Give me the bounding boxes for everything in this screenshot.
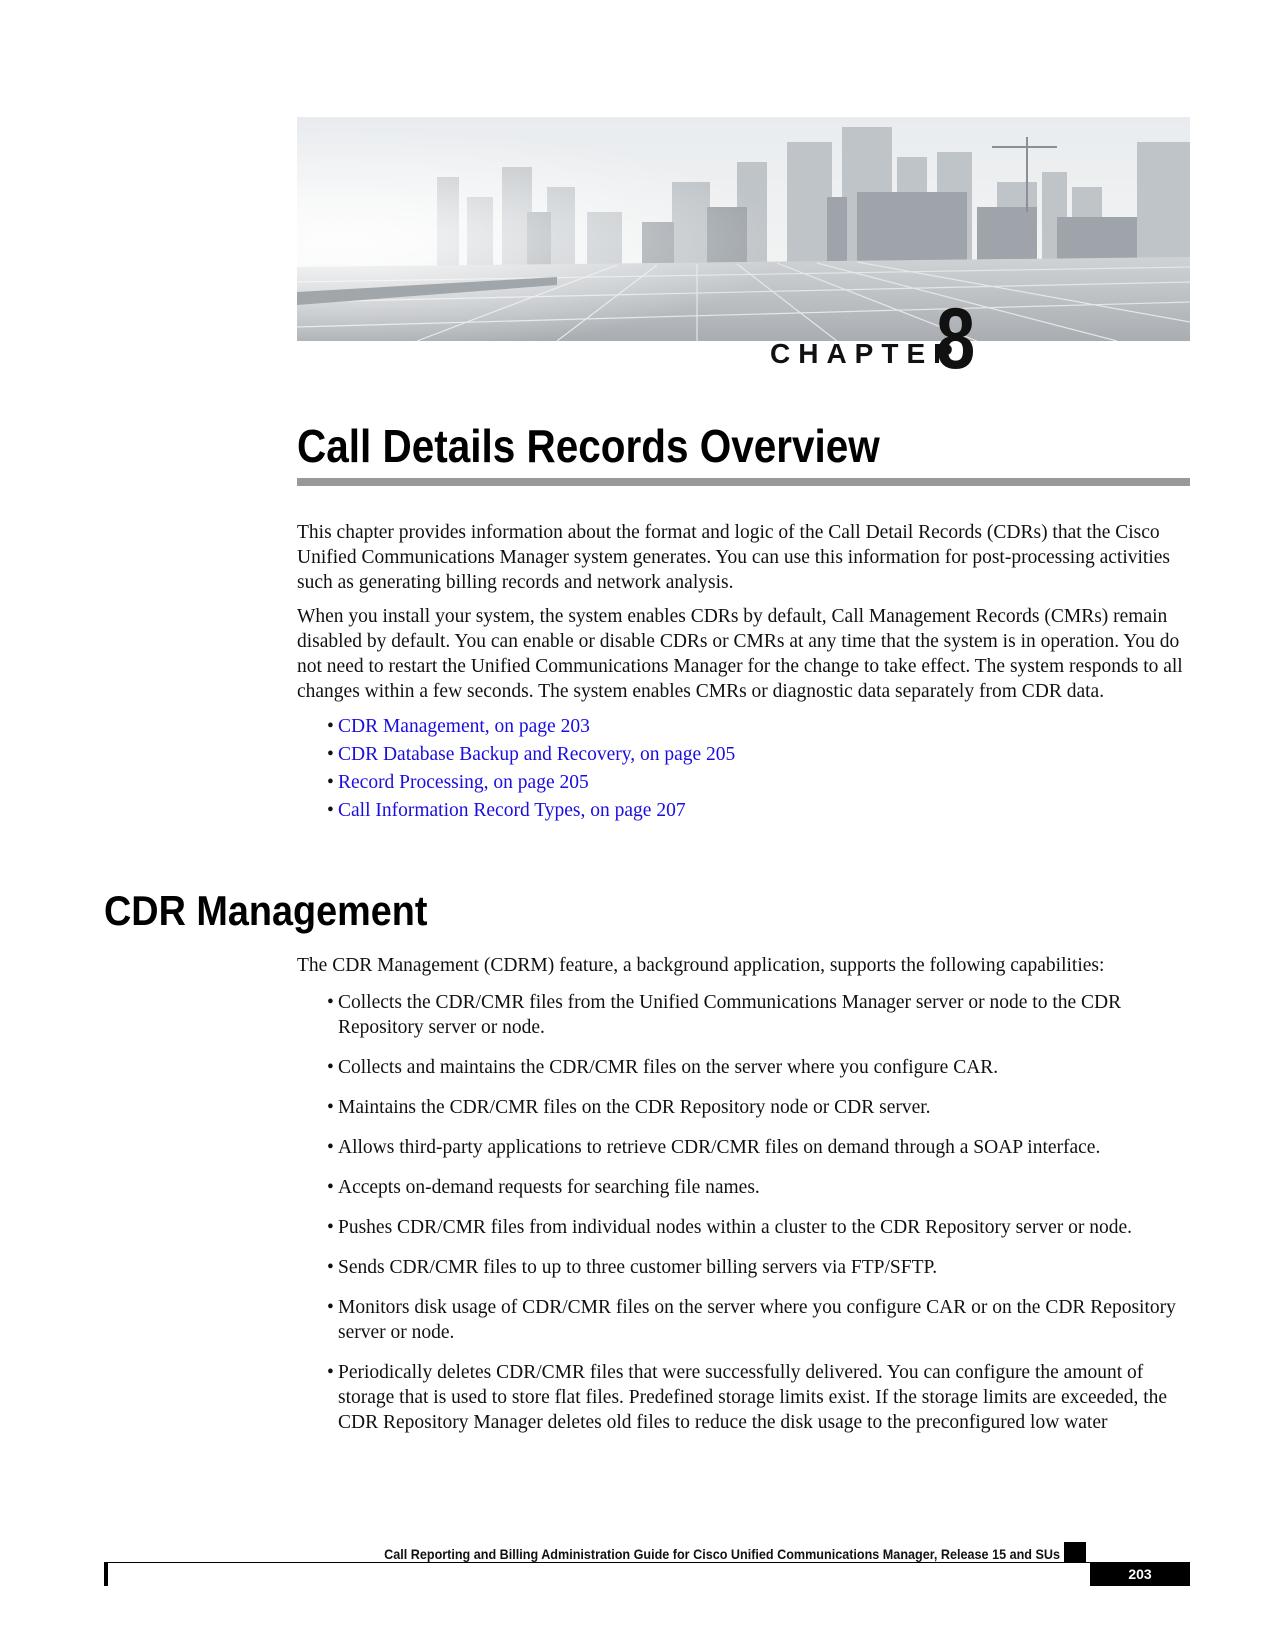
toc-link-call-information-record-types[interactable]: Call Information Record Types, on page 207: [338, 800, 686, 821]
toc-item: [327, 769, 1190, 797]
toc-link-cdr-database-backup[interactable]: CDR Database Backup and Recovery, on page 205: [338, 744, 736, 765]
page-number: 203: [1090, 1562, 1190, 1586]
list-item: • Sends CDR/CMR files to up to three customer billing servers via FTP/SFTP.: [327, 1255, 1190, 1280]
list-item: • Pushes CDR/CMR files from individual nodes within a cluster to the CDR Repository server or node.: [327, 1215, 1190, 1240]
chapter-label: CHAPTER: [770, 338, 962, 369]
list-item: • Allows third-party applications to retrieve CDR/CMR files on demand through a SOAP interface.: [327, 1135, 1190, 1160]
chapter-title: Call Details Records Overview: [297, 420, 880, 472]
intro-paragraph: This chapter provides information about the format and logic of the Call Detail Records (CDRs) that the Cisco Unified Communications Manager system generates. You can use this information for post-processing activities such as generating billing records and network analysis.: [297, 522, 1170, 593]
intro-paragraph: When you install your system, the system enables CDRs by default, Call Management Records (CMRs) remain disabled by default. You can enable or disable CDRs or CMRs at any time that the system is in operation. You do not need to restart the Unified Communications Manager for the change to take effect. The system responds to all changes within a few seconds. The system enables CMRs or diagnostic data separately from CDR data.: [297, 606, 1183, 702]
footer-guide-title: Call Reporting and Billing Administration Guide for Cisco Unified Communications Manager, Release 15 and SUs: [384, 1546, 1060, 1562]
list-item: • Periodically deletes CDR/CMR files that were successfully delivered. You can configure the amount of storage that is used to store flat files. Predefined storage limits exist. If the storage limits are exceeded, the CDR Repository Manager deletes old files to reduce the disk usage to the preconfigured low water: [327, 1360, 1190, 1435]
chapter-number: 8: [936, 291, 976, 387]
list-item: • Maintains the CDR/CMR files on the CDR Repository node or CDR server.: [327, 1095, 1190, 1120]
title-rule: [297, 478, 1190, 486]
list-item: • Monitors disk usage of CDR/CMR files on the server where you configure CAR or on the CDR Repository server or node.: [327, 1295, 1190, 1345]
capabilities-list: [297, 990, 1190, 1435]
section-lead: The CDR Management (CDRM) feature, a background application, supports the following capabilities:: [297, 955, 1105, 976]
list-item: • Collects the CDR/CMR files from the Unified Communications Manager server or node to the CDR Repository server or node.: [327, 990, 1190, 1040]
chapter-banner-image: [297, 117, 1190, 341]
toc-item: [327, 713, 1190, 741]
chapter-toc-list: [297, 713, 1190, 825]
toc-link-cdr-management[interactable]: CDR Management, on page 203: [338, 716, 590, 737]
section-body: [297, 953, 1190, 1450]
footer-rule: [104, 1562, 1190, 1563]
section-heading: CDR Management: [104, 887, 428, 934]
toc-link-record-processing[interactable]: Record Processing, on page 205: [338, 772, 589, 793]
toc-item: [327, 741, 1190, 769]
chapter-intro: [297, 520, 1190, 825]
footer-left-bar: [104, 1562, 108, 1586]
toc-item: [327, 797, 1190, 825]
footer-marker: [1064, 1542, 1086, 1562]
list-item: • Collects and maintains the CDR/CMR files on the server where you configure CAR.: [327, 1055, 1190, 1080]
list-item: • Accepts on-demand requests for searching file names.: [327, 1175, 1190, 1200]
